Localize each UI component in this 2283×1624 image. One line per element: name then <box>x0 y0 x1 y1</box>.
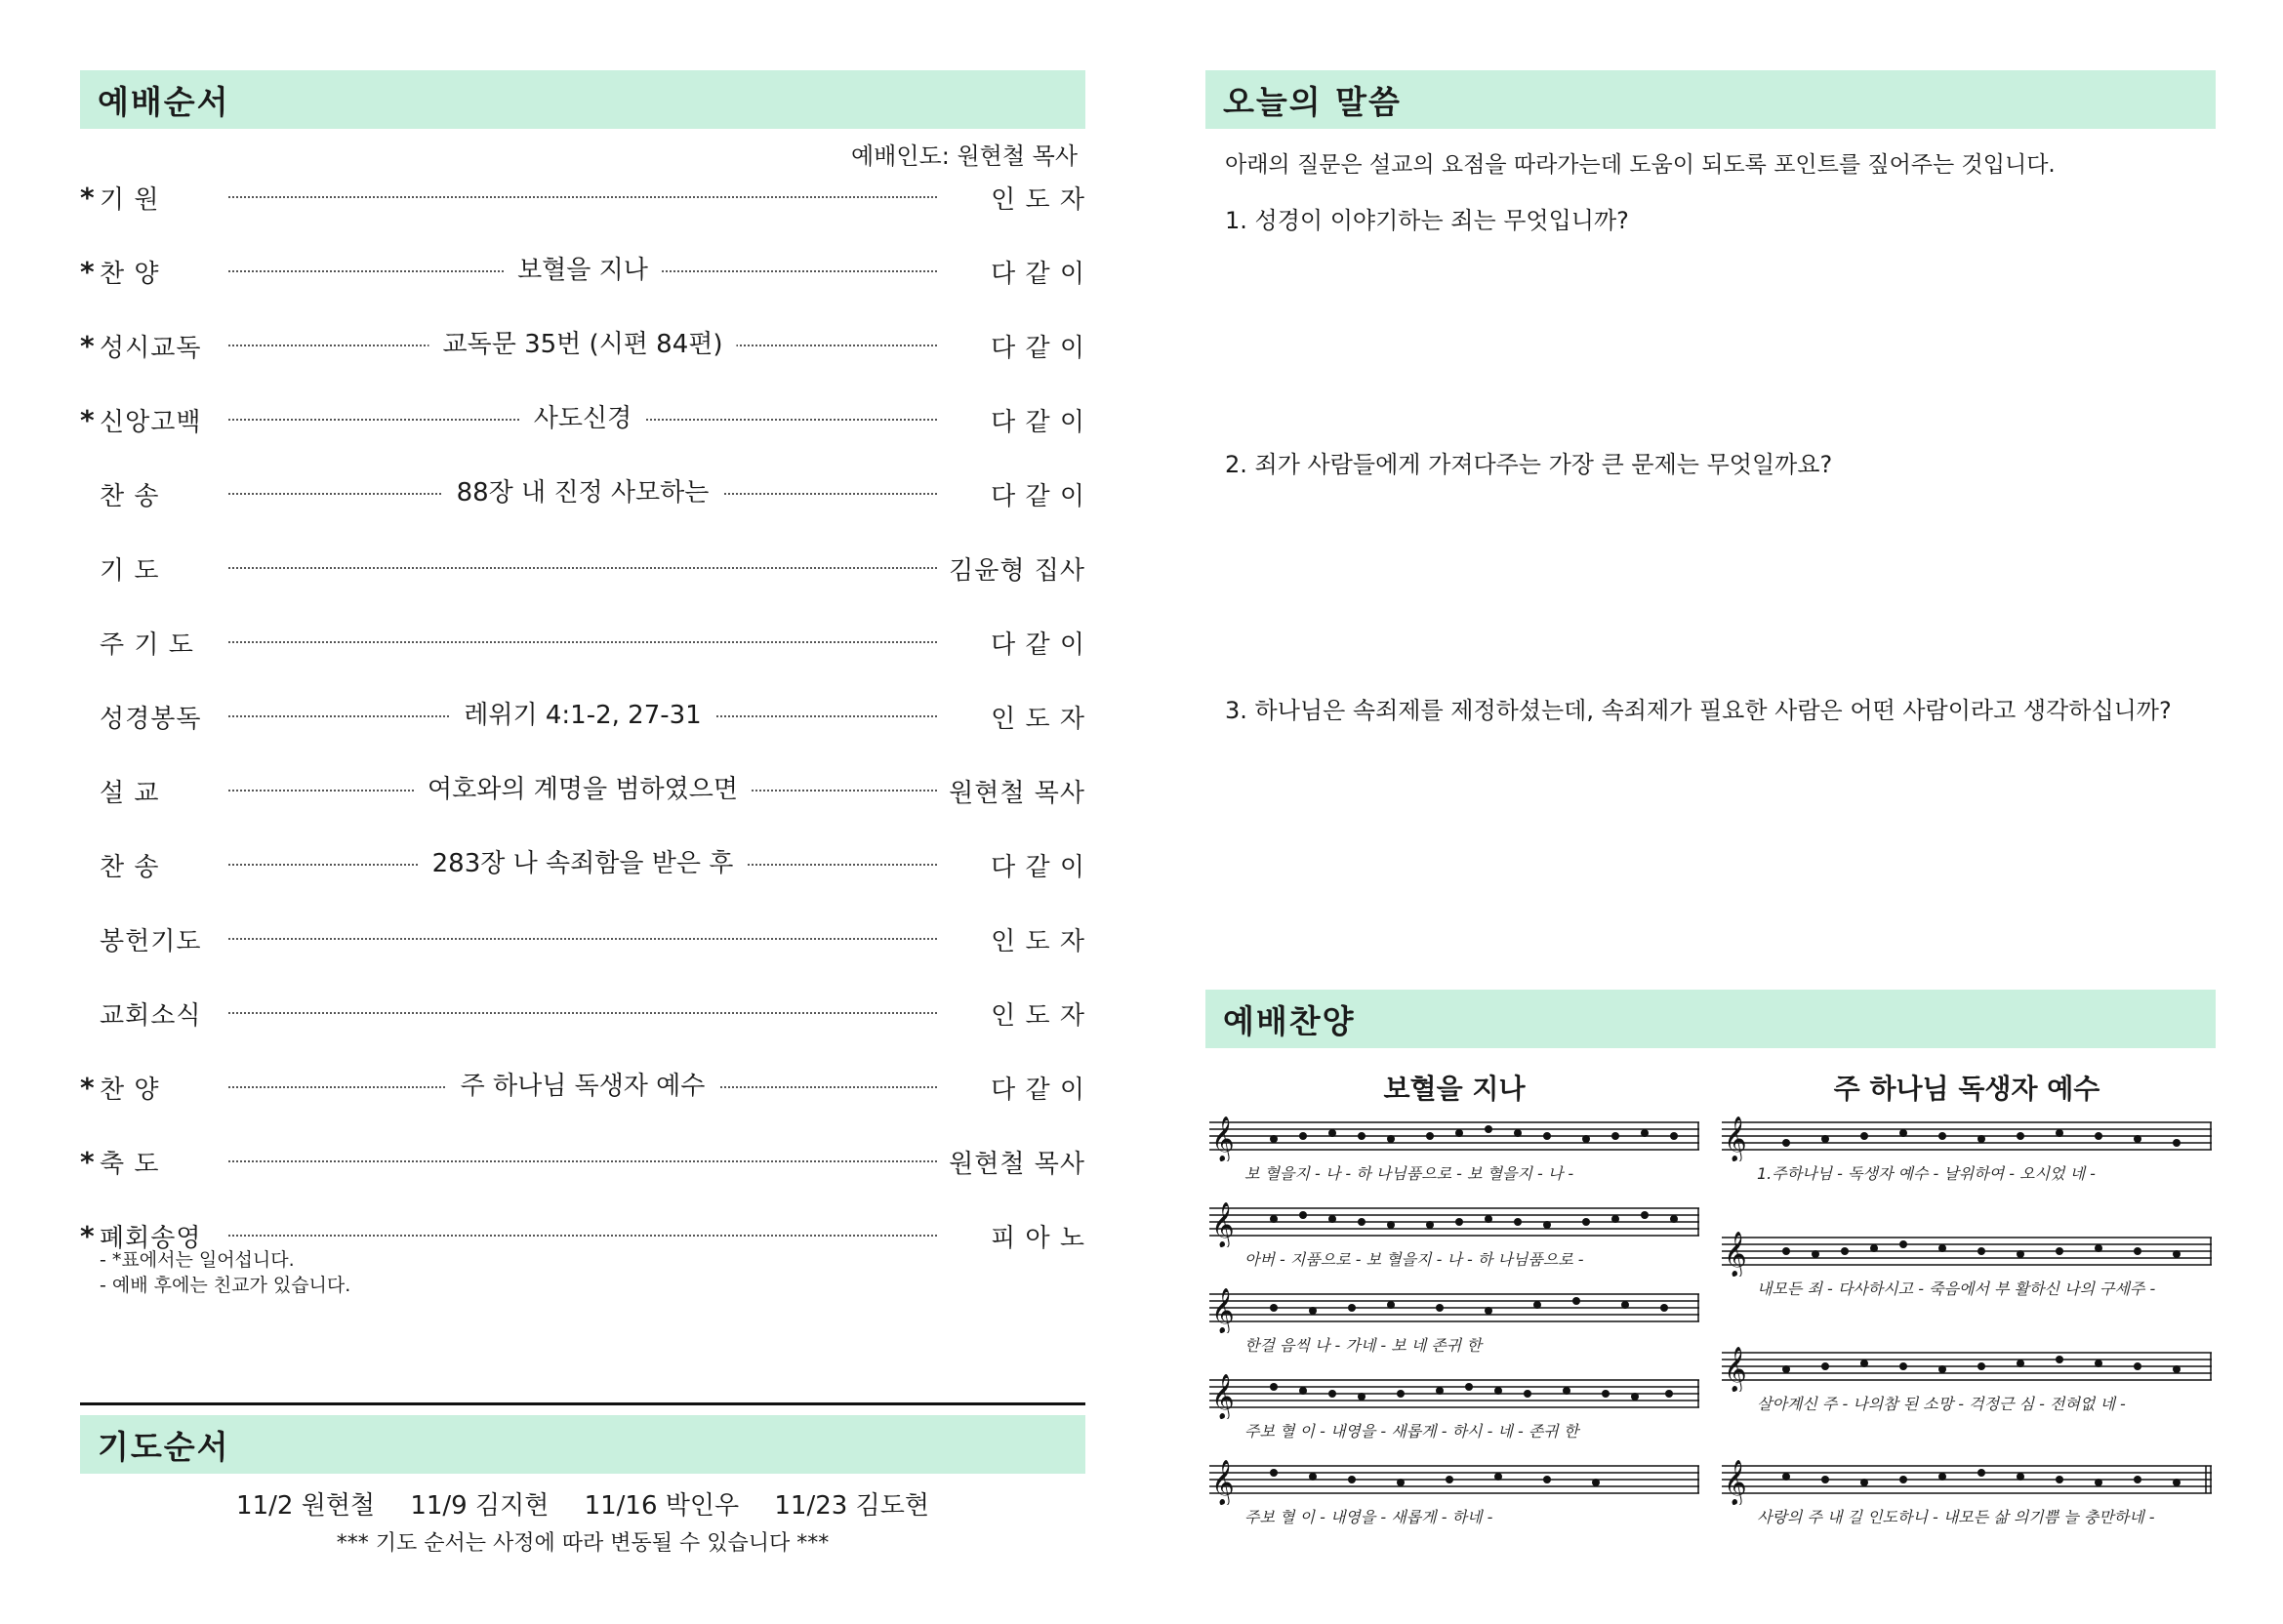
prayer-order-section <box>80 1415 1085 1474</box>
stand-marker: * <box>80 255 95 288</box>
stand-marker: * <box>80 329 95 362</box>
order-item-person: 원현철 목사 <box>949 778 1085 808</box>
worship-order-section <box>80 70 1085 1253</box>
order-item-name: 찬 양 <box>100 259 160 289</box>
order-item-person: 인 도 자 <box>991 926 1085 956</box>
dotted-leader <box>228 256 937 285</box>
stand-marker: * <box>80 1219 95 1252</box>
prayer-entry: 11/23 김도현 <box>774 1491 929 1521</box>
song-lyric: 주보 혈 이 - 내영을 - 새롭게 - 하네 - <box>1244 1508 1493 1526</box>
question-1: 1. 성경이 이야기하는 죄는 무엇입니까? <box>1225 207 1629 234</box>
worship-songs-title: 예배찬양 <box>1205 990 2216 1048</box>
question-3: 3. 하나님은 속죄제를 제정하셨는데, 속죄제가 필요한 사람은 어떤 사람이라고 생각하십니까? <box>1225 697 2172 724</box>
order-item-name: 폐회송영 <box>100 1223 202 1253</box>
dotted-leader <box>228 196 937 198</box>
order-item-name: 성경봉독 <box>100 704 202 734</box>
order-item-name: 주 기 도 <box>100 629 194 660</box>
svg-text:𝄞: 𝄞 <box>1724 1460 1747 1505</box>
dotted-leader <box>228 1235 937 1237</box>
prayer-note: *** 기도 순서는 사정에 따라 변동될 수 있습니다 *** <box>336 1531 830 1556</box>
song-lyric: 내모든 죄 - 다사하시고 - 죽음에서 부 활하신 나의 구세주 - <box>1757 1279 2156 1298</box>
todays-word-section <box>1205 70 2216 1526</box>
dotted-leader <box>228 404 937 433</box>
staff-row <box>1205 1450 1703 1534</box>
order-item-person: 다 같 이 <box>991 407 1085 437</box>
order-item-person: 다 같 이 <box>991 259 1085 289</box>
order-row <box>80 621 1085 664</box>
music-staff-icon <box>1205 1364 1703 1419</box>
order-row <box>80 917 1085 960</box>
svg-text:𝄞: 𝄞 <box>1211 1374 1235 1419</box>
order-item-person: 피 아 노 <box>991 1223 1085 1253</box>
svg-text:𝄞: 𝄞 <box>1724 1347 1747 1392</box>
song-lyric: 아버 - 지품으로 - 보 혈을지 - 나 - 하 나님품으로 - <box>1244 1250 1584 1269</box>
staff-row <box>1205 1193 1703 1277</box>
order-item-name: 기 원 <box>100 184 160 215</box>
todays-word-intro: 아래의 질문은 설교의 요점을 따라가는데 도움이 되도록 포인트를 짚어주는 것입니다. <box>1225 152 2056 178</box>
todays-word-title: 오늘의 말씀 <box>1205 70 2216 129</box>
order-item-detail: 레위기 4:1-2, 27-31 <box>450 698 714 733</box>
prayer-entry: 11/16 박인우 <box>584 1491 740 1521</box>
note-line: - 예배 후에는 친교가 있습니다. <box>100 1275 351 1296</box>
dotted-leader <box>228 1160 937 1162</box>
order-item-name: 축 도 <box>100 1149 160 1179</box>
order-item-person: 인 도 자 <box>991 1000 1085 1031</box>
dotted-leader <box>228 849 937 878</box>
song-lyric: 주보 혈 이 - 내영을 - 새롭게 - 하시 - 네 - 존귀 한 <box>1244 1422 1579 1441</box>
order-item-person: 인 도 자 <box>991 704 1085 734</box>
order-row <box>80 250 1085 293</box>
svg-text:𝄞: 𝄞 <box>1211 1288 1235 1333</box>
dotted-leader <box>228 567 937 569</box>
stand-marker: * <box>80 1071 95 1104</box>
worship-order-title: 예배순서 <box>80 70 1085 129</box>
order-item-detail: 88장 내 진정 사모하는 <box>443 475 723 510</box>
prayer-order-title: 기도순서 <box>80 1415 1085 1474</box>
song-lyric: 1.주하나님 - 독생자 예수 - 날위하여 - 오시었 네 - <box>1757 1164 2096 1183</box>
order-item-name: 기 도 <box>100 555 160 586</box>
svg-text:𝄞: 𝄞 <box>1724 1116 1747 1161</box>
order-item-person: 인 도 자 <box>991 184 1085 215</box>
order-item-name: 신앙고백 <box>100 407 202 437</box>
staff-row <box>1205 1279 1703 1362</box>
music-staff-icon <box>1205 1450 1703 1505</box>
dotted-leader <box>228 701 937 730</box>
order-item-name: 설 교 <box>100 778 160 808</box>
order-row <box>80 769 1085 812</box>
worship-songs-section <box>1205 990 2216 1048</box>
dotted-leader <box>228 1072 937 1101</box>
section-divider <box>80 1402 1085 1405</box>
prayer-entry: 11/2 원현철 <box>236 1491 376 1521</box>
prayer-entry: 11/9 김지현 <box>410 1491 550 1521</box>
svg-text:𝄞: 𝄞 <box>1211 1460 1235 1505</box>
worship-notes <box>100 1247 350 1298</box>
svg-text:𝄞: 𝄞 <box>1211 1116 1235 1161</box>
order-row <box>80 324 1085 367</box>
order-item-person: 다 같 이 <box>991 629 1085 660</box>
order-item-person: 다 같 이 <box>991 481 1085 511</box>
staff-row <box>1718 1222 2216 1306</box>
order-row <box>80 547 1085 589</box>
order-item-person: 다 같 이 <box>991 852 1085 882</box>
music-staff-icon <box>1205 1107 1703 1161</box>
order-row <box>80 1140 1085 1183</box>
dotted-leader <box>228 330 937 359</box>
music-staff-icon <box>1718 1222 2216 1277</box>
music-staff-icon <box>1718 1107 2216 1161</box>
order-item-person: 김윤형 집사 <box>949 555 1085 586</box>
order-item-name: 교회소식 <box>100 1000 202 1031</box>
order-item-name: 성시교독 <box>100 333 202 363</box>
dotted-leader <box>228 775 937 804</box>
stand-marker: * <box>80 1145 95 1178</box>
staff-row <box>1205 1364 1703 1448</box>
order-row <box>80 176 1085 219</box>
order-item-detail: 교독문 35번 (시편 84편) <box>428 327 736 362</box>
song-lyric: 보 혈을지 - 나 - 하 나님품으로 - 보 혈을지 - 나 - <box>1244 1164 1574 1183</box>
svg-text:𝄞: 𝄞 <box>1724 1232 1747 1277</box>
order-item-person: 원현철 목사 <box>949 1149 1085 1179</box>
order-item-person: 다 같 이 <box>991 333 1085 363</box>
dotted-leader <box>228 938 937 940</box>
question-2: 2. 죄가 사람들에게 가져다주는 가장 큰 문제는 무엇일까요? <box>1225 451 1833 478</box>
order-item-name: 찬 송 <box>100 852 160 882</box>
staff-row <box>1205 1107 1703 1191</box>
order-item-detail: 283장 나 속죄함을 받은 후 <box>419 846 748 881</box>
order-item-name: 찬 송 <box>100 481 160 511</box>
song-title: 보혈을 지나 <box>1383 1073 1526 1105</box>
staff-row <box>1718 1450 2216 1534</box>
staff-row <box>1718 1107 2216 1191</box>
order-item-name: 찬 양 <box>100 1075 160 1105</box>
dotted-leader <box>228 641 937 643</box>
order-row <box>80 472 1085 515</box>
music-staff-icon <box>1718 1337 2216 1392</box>
order-row <box>80 398 1085 441</box>
worship-leader: 예배인도: 원현철 목사 <box>851 142 1078 170</box>
order-row <box>80 992 1085 1035</box>
order-row <box>80 695 1085 738</box>
staff-row <box>1718 1337 2216 1421</box>
song-lyric: 살아계신 주 - 나의참 된 소망 - 걱정근 심 - 전혀없 네 - <box>1757 1395 2126 1413</box>
dotted-leader <box>228 478 937 508</box>
order-item-name: 봉헌기도 <box>100 926 202 956</box>
prayer-schedule <box>80 1485 1085 1522</box>
song-title: 주 하나님 독생자 예수 <box>1833 1073 2100 1105</box>
note-line: - *표에서는 일어섭니다. <box>100 1249 295 1271</box>
order-item-detail: 주 하나님 독생자 예수 <box>447 1069 719 1104</box>
order-row <box>80 1066 1085 1109</box>
order-item-detail: 사도신경 <box>520 401 645 436</box>
svg-text:𝄞: 𝄞 <box>1211 1202 1235 1247</box>
order-item-detail: 보혈을 지나 <box>504 253 662 288</box>
stand-marker: * <box>80 403 95 436</box>
sheet-music-1 <box>1205 1107 1703 1624</box>
music-staff-icon <box>1205 1279 1703 1333</box>
stand-marker: * <box>80 181 95 214</box>
song-lyric: 사랑의 주 내 길 인도하니 - 내모든 삶 의기쁨 늘 충만하네 - <box>1757 1508 2155 1526</box>
order-item-person: 다 같 이 <box>991 1075 1085 1105</box>
song-lyric: 한걸 음씩 나 - 가네 - 보 네 존귀 한 <box>1244 1336 1482 1355</box>
music-staff-icon <box>1718 1450 2216 1505</box>
dotted-leader <box>228 1012 937 1014</box>
music-staff-icon <box>1205 1193 1703 1247</box>
order-item-detail: 여호와의 계명을 범하였으면 <box>414 772 752 807</box>
order-row <box>80 843 1085 886</box>
sheet-music-2 <box>1718 1107 2216 1624</box>
